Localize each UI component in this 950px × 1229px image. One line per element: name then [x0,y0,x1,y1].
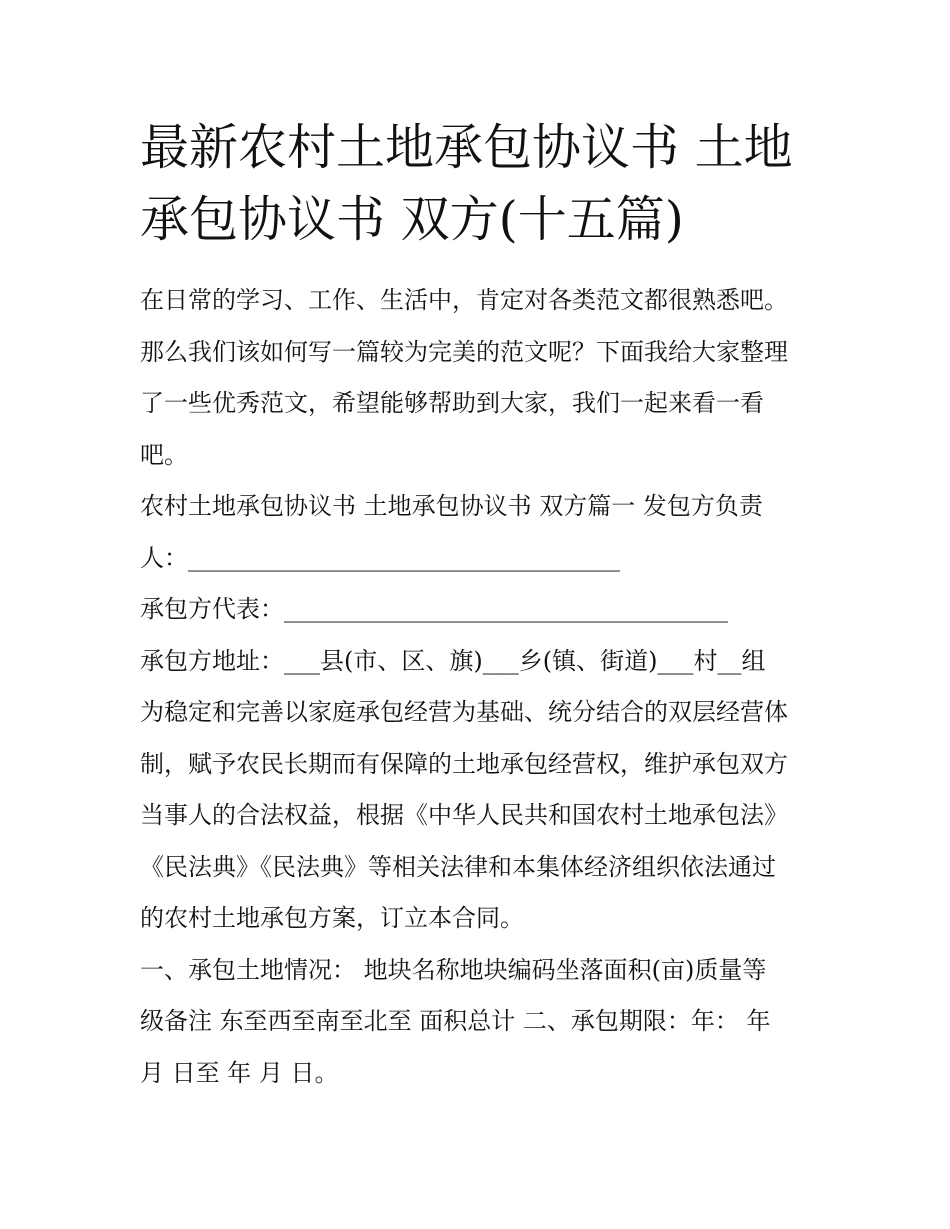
body-line: 承包方地址：___县(市、区、旗)___乡(镇、街道)___村__组 [140,646,766,675]
body-line: 月 日至 年 月 日。 [140,1058,339,1087]
title-line-2: 承包协议书 双方(十五篇) [140,191,684,248]
body-line: 一、承包土地情况： 地块名称地块编码坐落面积(亩)质量等 [140,955,767,984]
body-line: 当事人的合法权益，根据《中华人民共和国农村土地承包法》 [140,801,788,829]
body-line: 人：____________________________________ [140,543,620,572]
body-line: 了一些优秀范文，希望能够帮助到大家，我们一起来看一看 [140,389,764,417]
body-line: 承包方代表：_____________________________________ [140,595,728,623]
body-line: 的农村土地承包方案，订立本合同。 [140,904,524,932]
body-line: 那么我们该如何写一篇较为完美的范文呢？下面我给大家整理 [140,337,788,366]
title-line-1: 最新农村土地承包协议书 土地 [140,119,793,176]
body-line: 制，赋予农民长期而有保障的土地承包经营权，维护承包双方 [140,749,788,778]
document-body [140,275,840,1099]
body-line: 农村土地承包协议书 土地承包协议书 双方篇一 发包方负责 [140,492,763,520]
body-line: 《民法典》《民法典》等相关法律和本集体经济组织依法通过 [140,852,776,881]
body-line: 吧。 [140,440,188,469]
body-line: 为稳定和完善以家庭承包经营为基础、统分结合的双层经营体 [140,698,788,726]
body-line: 在日常的学习、工作、生活中，肯定对各类范文都很熟悉吧。 [140,286,788,314]
body-line: 级备注 东至西至南至北至 面积总计 二、承包期限：年： 年 [140,1007,771,1035]
document-title [140,112,830,256]
